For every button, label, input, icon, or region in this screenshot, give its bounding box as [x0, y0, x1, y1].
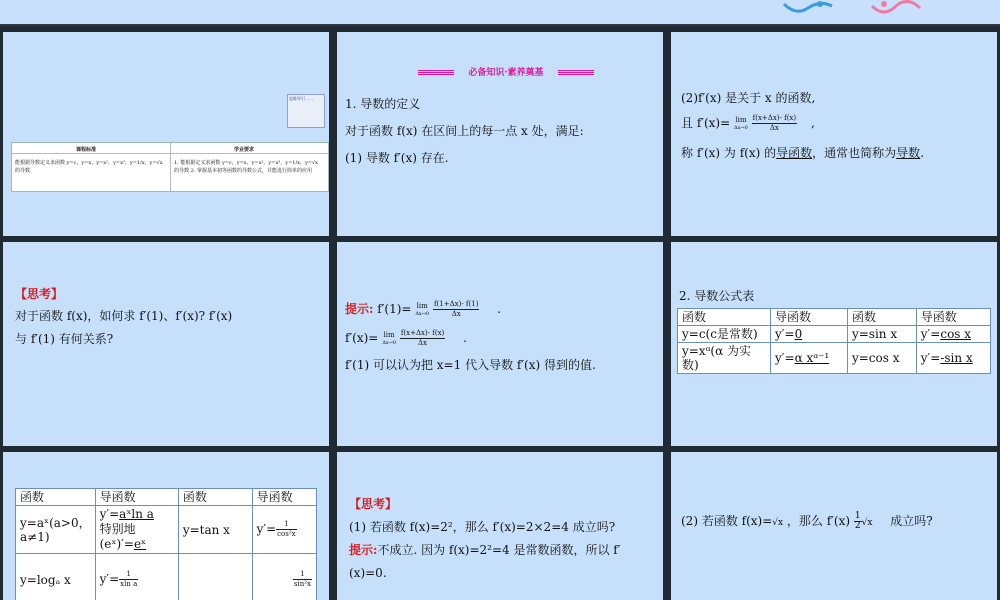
slide-thumbnail-1[interactable]	[3, 32, 329, 236]
hint-relation: f′(1) 可以认为把 x=1 代入导数 f′(x) 得到的值.	[345, 358, 596, 372]
decorative-leaf-icon	[782, 0, 834, 14]
think-question-line1: 对于函数 f(x)，如何求 f′(1)、f′(x)? f′(x)	[15, 309, 233, 323]
slide-thumbnail-5[interactable]	[337, 242, 663, 446]
slide-thumbnail-2[interactable]	[337, 32, 663, 236]
derivative-formula-table-2	[15, 488, 317, 600]
definition-heading: 1. 导数的定义	[345, 97, 421, 111]
derivative-formula-table	[677, 308, 991, 374]
difference-quotient: $\frac{f(x+\Delta x)- f(x)}{\Delta x}$	[752, 114, 797, 132]
definition-text: 对于函数 f(x) 在区间上的每一点 x 处，满足:	[345, 124, 584, 138]
derivative-limit-formula: 且 f′(x)= lim Δx→0 $\frac{f(x+\Delta x)- f(x)}{\Delta x}$ ,	[681, 114, 815, 132]
slide-thumbnail-3[interactable]	[671, 32, 997, 236]
standards-table	[11, 142, 329, 192]
slide-thumbnail-9[interactable]	[671, 452, 997, 600]
table-row: y=aˣ(a>0，a≠1) y′=aˣln a 特别地 (eˣ)′=eˣ y=tan x y′= $\frac{1}{\text{cos²x}}$	[16, 506, 317, 554]
think-tag: 【思考】	[349, 497, 398, 511]
think-question-2: (2) 若函数 f(x)=√x ，那么 f′(x) $\frac{1}{2}$ √x 成立吗?	[681, 511, 933, 531]
derivative-function-line: (2)f′(x) 是关于 x 的函数,	[681, 91, 816, 105]
hint-derivative-at-1: 提示: f′(1)= lim Δx→0 $\frac{f(1+\Delta x)- f(1)}{\Delta x}$ .	[345, 300, 502, 318]
think-question: (1) 若函数 f(x)=2²，那么 f′(x)=2×2=4 成立吗?	[349, 520, 616, 534]
formula-table-title: 2. 导数公式表	[679, 289, 755, 303]
limit-symbol: lim Δx→0	[734, 115, 748, 131]
limit-symbol: lim Δx→0	[415, 301, 430, 317]
slide-thumbnail-6[interactable]	[671, 242, 997, 446]
think-tag: 【思考】	[15, 287, 64, 301]
banner-label: 必备知识·素养奠基	[468, 68, 544, 78]
table-header-row: 函数 导函数 函数 导函数	[16, 489, 317, 506]
difference-quotient-at-1: $\frac{f(1+\Delta x)- f(1)}{\Delta x}$	[433, 300, 479, 318]
think-question-line2: 与 f′(1) 有何关系?	[15, 332, 114, 346]
hint-answer-line2: (x)=0.	[349, 566, 387, 580]
section-banner	[418, 66, 594, 80]
definition-condition: (1) 导数 f′(x) 存在.	[345, 151, 449, 165]
top-slide-strip	[0, 0, 1000, 26]
table-row: y=c(c是常数) y′=0 y=sin x y′=cos x	[678, 326, 991, 343]
table-cell-standard: 能根据导数定义求函数 y=c，y=x，y=x²，y=x³，y=1/x，y=√x 的导数.	[15, 160, 163, 174]
guide-stamp: 思维导引 ……	[287, 94, 325, 128]
slide-thumbnail-8[interactable]	[337, 452, 663, 600]
decorative-flower-icon	[870, 0, 922, 14]
hint-derivative-general: f′(x)= lim Δx→0 $\frac{f(x+\Delta x)- f(x)}{\Delta x}$ .	[345, 329, 467, 347]
slide-thumbnail-7[interactable]	[3, 452, 329, 600]
derivative-naming: 称 f′(x) 为 f(x) 的导函数，通常也简称为导数.	[681, 146, 925, 160]
hint-answer-line1: 提示:不成立. 因为 f(x)=2²=4 是常数函数，所以 f′	[349, 543, 621, 557]
table-header-standard: 课程标准	[76, 147, 97, 153]
table-cell-requirement: 1. 能根据定义求函数 y=c，y=x，y=x²，y=x³，y=1/x，y=√x 的导数 2. 掌握基本初等函数的导数公式，并能进行简单的应用	[174, 160, 318, 174]
table-header-row: 函数 导函数 函数 导函数	[678, 309, 991, 326]
table-row: y=xᵅ(α 为实数) y′=α xᵅ⁻¹ y=cos x y′=-sin x	[678, 343, 991, 374]
slide-thumbnail-4[interactable]	[3, 242, 329, 446]
table-header-requirement: 学业要求	[234, 147, 255, 153]
difference-quotient: $\frac{f(x+\Delta x)- f(x)}{\Delta x}$	[400, 329, 445, 347]
table-row: y=logₐ x y′= $\frac{1}{\text{xln a}}$ $\frac{1}{\text{sin²x}}$	[16, 554, 317, 600]
